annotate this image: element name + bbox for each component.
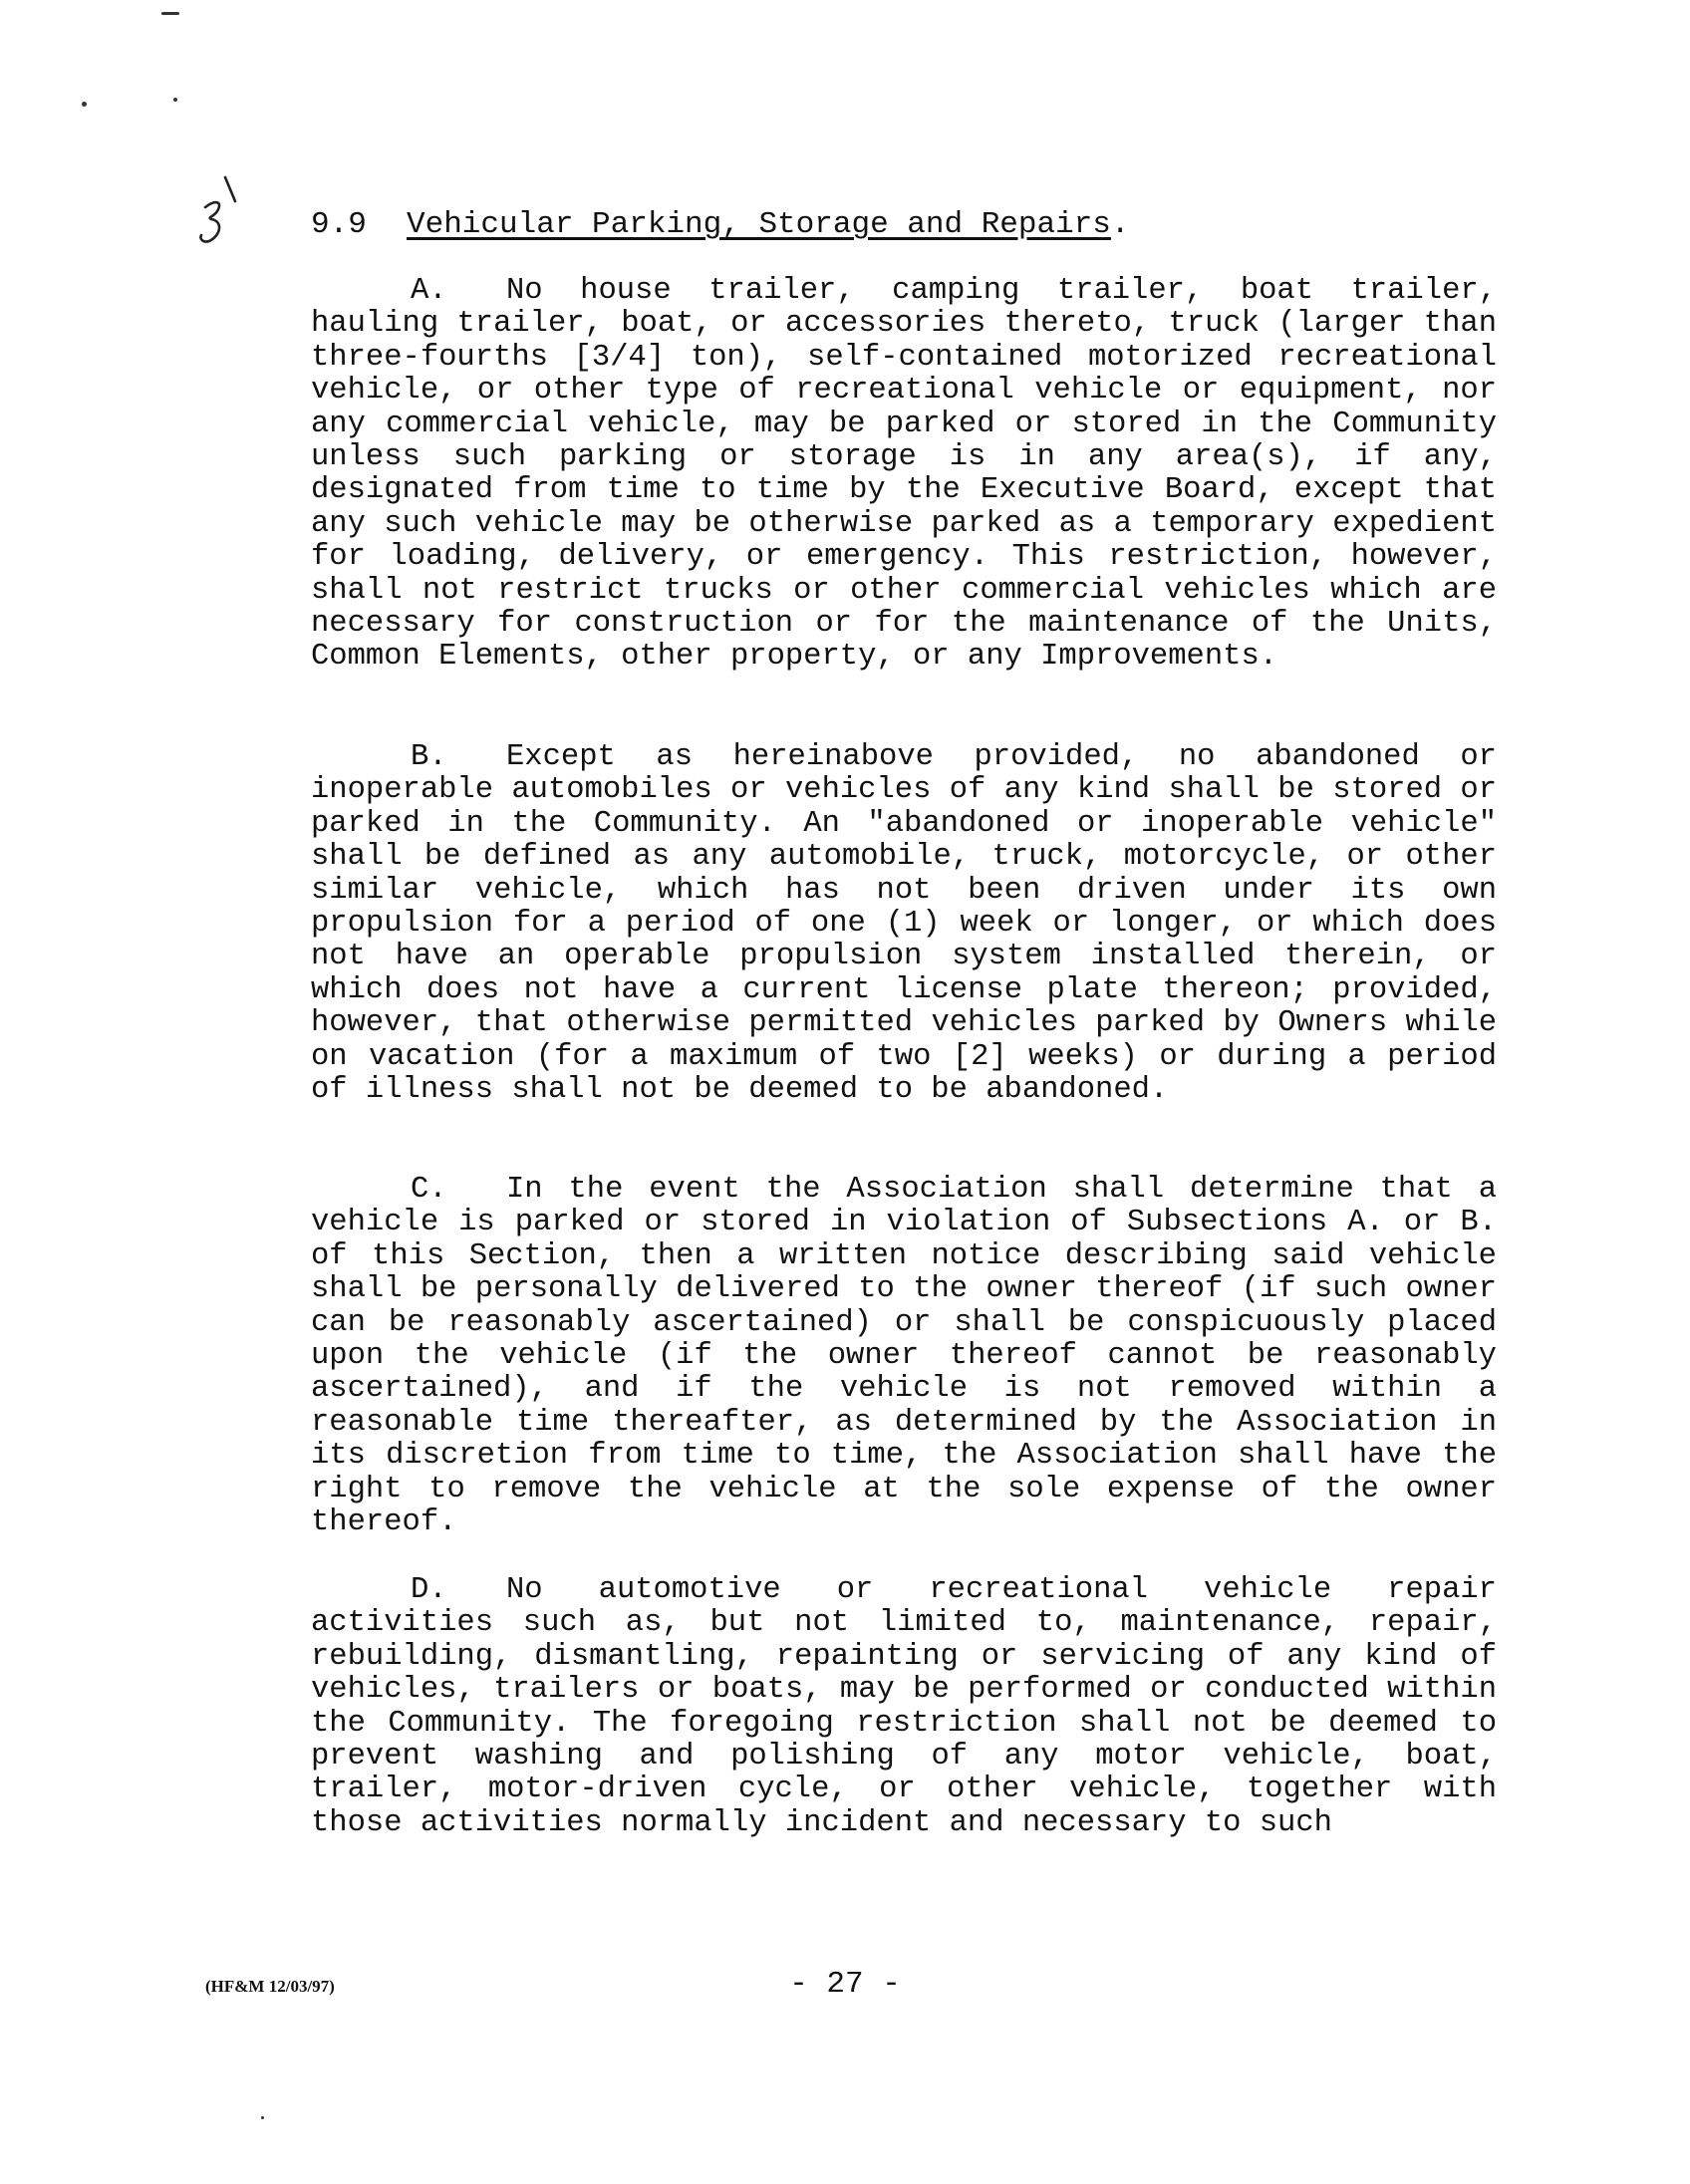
section-title: Vehicular Parking, Storage and Repairs (407, 207, 1111, 242)
paragraph-text: No automotive or recreational vehicle repair activities such as, but not limited to, maintenance, repair, rebuilding, dismantling, repainting or servicing of any kind of vehicles, trailers or boats, may be performed or conducted within the Community. The foregoing restriction shall not be deemed to prevent washing and polishing of any motor vehicle, boat, trailer, motor-driven cycle, or other vehicle, together with those activities normally incident and necessary to such (311, 1573, 1497, 1840)
paragraph-label: B. (411, 740, 447, 774)
paragraph-c (311, 1174, 1497, 1539)
handwritten-mark-icon (195, 171, 265, 251)
footer-reference: (HF&M 12/03/97) (205, 1977, 335, 1996)
paragraph-text: In the event the Association shall determine that a vehicle is parked or stored in violation of Subsections A. or B. of this Section, then a written notice describing said vehicle shall be personally delivered to the owner thereof (if such owner can be reasonably ascertained) or shall be conspicuously placed upon the vehicle (if the owner thereof cannot be reasonably ascertained), and if the vehicle is not removed within a reasonable time thereafter, as determined by the Association in its discretion from time to time, the Association shall have the right to remove the vehicle at the sole expense of the owner thereof. (311, 1173, 1497, 1540)
paragraph-d (311, 1574, 1497, 1840)
scan-speck (261, 2116, 264, 2119)
handwritten-margin-mark (195, 171, 265, 251)
paragraph-label: A. (411, 274, 447, 308)
paragraph-a (311, 275, 1497, 675)
paragraph-b (311, 741, 1497, 1107)
section-number: 9.9 (311, 207, 367, 242)
scan-speck (161, 12, 179, 15)
scan-speck (173, 98, 177, 102)
paragraph-label: C. (411, 1173, 447, 1207)
paragraph-text: Except as hereinabove provided, no abandoned or inoperable automobiles or vehicles of any kind shall be stored or parked in the Community. An "abandoned or inoperable vehicle" shall be defined as any automobile, truck, motorcycle, or other similar vehicle, which has not been driven under its own propulsion for a period of one (1) week or longer, or which does not have an operable propulsion system installed therein, or which does not have a current license plate thereon; provided, however, that otherwise permitted vehicles parked by Owners while on vacation (for a maximum of two [2] weeks) or during a period of illness shall not be deemed to be abandoned. (311, 740, 1497, 1108)
paragraph-text: No house trailer, camping trailer, boat trailer, hauling trailer, boat, or accessories thereto, truck (larger than three-fourths [3/4] ton), self-contained motorized recreational vehicle, or other type of recreational vehicle or equipment, nor any commercial vehicle, may be parked or stored in the Community unless such parking or storage is in any area(s), if any, designated from time to time by the Executive Board, except that any such vehicle may be otherwise parked as a temporary expedient for loading, delivery, or emergency. This restriction, however, shall not restrict trucks or other commercial vehicles which are necessary for construction or for the maintenance of the Units, Common Elements, other property, or any Improvements. (311, 274, 1497, 675)
section-heading (311, 205, 1130, 245)
paragraph-label: D. (411, 1573, 447, 1607)
section-title-period: . (1110, 207, 1130, 242)
scan-speck (82, 102, 87, 107)
page-number: - 27 - (789, 1967, 901, 2002)
